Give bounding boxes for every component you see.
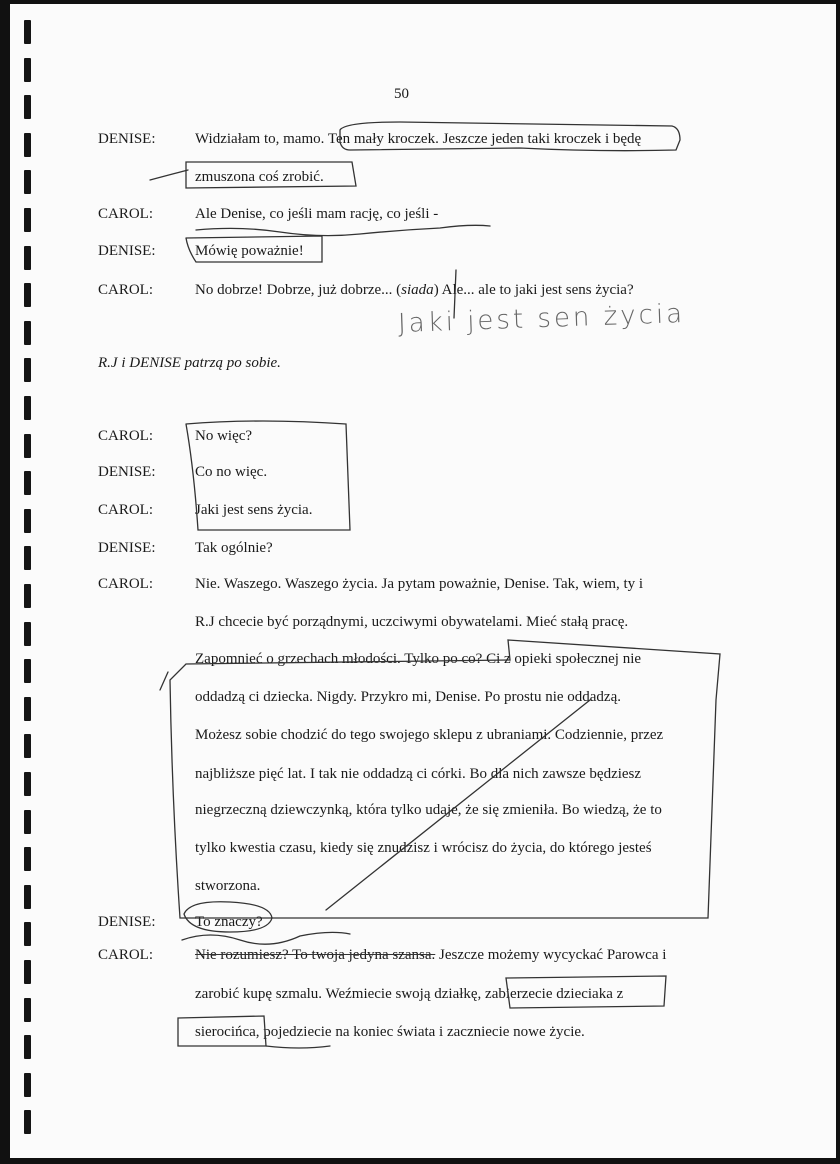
binding-hole — [24, 1073, 31, 1097]
binding-hole — [24, 58, 31, 82]
dialogue-line: Co no więc. — [195, 464, 268, 480]
binding-hole — [24, 847, 31, 871]
binding-hole — [24, 246, 31, 270]
dialogue-line: Widziałam to, mamo. Ten mały kroczek. Jeszcze jeden taki kroczek i będę — [195, 131, 642, 147]
dialogue-line: Tak ogólnie? — [195, 540, 273, 556]
binding-hole — [24, 960, 31, 984]
binding-hole — [24, 546, 31, 570]
dialogue-line: stworzona. — [195, 878, 261, 894]
spiral-binding — [0, 0, 40, 1164]
dialogue-line: zarobić kupę szmalu. Weźmiecie swoją działkę, zabierzecie dzieciaka z — [195, 986, 624, 1002]
dialogue-line: Nie rozumiesz? To twoja jedyna szansa. Jeszcze możemy wycyckać Parowca i — [195, 947, 667, 963]
binding-hole — [24, 95, 31, 119]
binding-hole — [24, 998, 31, 1022]
dialogue-line: Nie. Waszego. Waszego życia. Ja pytam poważnie, Denise. Tak, wiem, ty i — [195, 576, 644, 592]
dialogue-line: Możesz sobie chodzić do tego swojego sklepu z ubraniami. Codziennie, przez — [195, 727, 664, 743]
speaker-label: CAROL: — [98, 282, 154, 298]
binding-hole — [24, 358, 31, 382]
binding-hole — [24, 1110, 31, 1134]
binding-hole — [24, 396, 31, 420]
speaker-label: DENISE: — [98, 243, 156, 259]
binding-hole — [24, 697, 31, 721]
binding-hole — [24, 810, 31, 834]
binding-hole — [24, 170, 31, 194]
dialogue-line: Ale Denise, co jeśli mam rację, co jeśli - — [195, 206, 439, 222]
dialogue-line: R.J chcecie być porządnymi, uczciwymi obywatelami. Mieć stałą pracę. — [195, 614, 629, 630]
dialogue-line: Mówię poważnie! — [195, 243, 304, 259]
speaker-label: CAROL: — [98, 947, 154, 963]
binding-hole — [24, 734, 31, 758]
binding-hole — [24, 133, 31, 157]
dialogue-line: Jaki jest sens życia. — [195, 502, 313, 518]
binding-hole — [24, 922, 31, 946]
binding-hole — [24, 509, 31, 533]
dialogue-line: zmuszona coś zrobić. — [195, 169, 324, 185]
binding-hole — [24, 471, 31, 495]
binding-hole — [24, 772, 31, 796]
binding-hole — [24, 208, 31, 232]
speaker-label: DENISE: — [98, 464, 156, 480]
binding-hole — [24, 1035, 31, 1059]
speaker-label: CAROL: — [98, 502, 154, 518]
binding-hole — [24, 283, 31, 307]
dialogue-line: tylko kwestia czasu, kiedy się znudzisz i wrócisz do życia, do którego jesteś — [195, 840, 652, 856]
binding-hole — [24, 885, 31, 909]
speaker-label: DENISE: — [98, 131, 156, 147]
binding-hole — [24, 321, 31, 345]
dialogue-line: oddadzą ci dziecka. Nigdy. Przykro mi, Denise. Po prostu nie oddadzą. — [195, 689, 621, 705]
speaker-label: DENISE: — [98, 540, 156, 556]
binding-hole — [24, 659, 31, 683]
speaker-label: CAROL: — [98, 576, 154, 592]
speaker-label: CAROL: — [98, 206, 154, 222]
handwritten-note: Jaki jest sen życia — [397, 298, 686, 340]
dialogue-line: No więc? — [195, 428, 253, 444]
binding-hole — [24, 584, 31, 608]
binding-hole — [24, 622, 31, 646]
binding-hole — [24, 434, 31, 458]
dialogue-line: niegrzeczną dziewczynką, która tylko udaje, że się zmieniła. Bo wiedzą, że to — [195, 802, 662, 818]
speaker-label: DENISE: — [98, 914, 156, 930]
dialogue-line: Zapomnieć o grzechach młodości. Tylko po co? Ci z opieki społecznej nie — [195, 651, 642, 667]
stage-direction: R.J i DENISE patrzą po sobie. — [98, 355, 281, 371]
dialogue-line: No dobrze! Dobrze, już dobrze... (siada) Ale... ale to jaki jest sens życia? — [195, 282, 634, 298]
dialogue-line: To znaczy? — [195, 914, 263, 930]
dialogue-line: najbliższe pięć lat. I tak nie oddadzą ci córki. Bo dla nich zawsze będziesz — [195, 766, 642, 782]
binding-hole — [24, 20, 31, 44]
page-number: 50 — [394, 86, 409, 102]
speaker-label: CAROL: — [98, 428, 154, 444]
dialogue-line: sierocińca, pojedziecie na koniec świata i zaczniecie nowe życie. — [195, 1024, 585, 1040]
